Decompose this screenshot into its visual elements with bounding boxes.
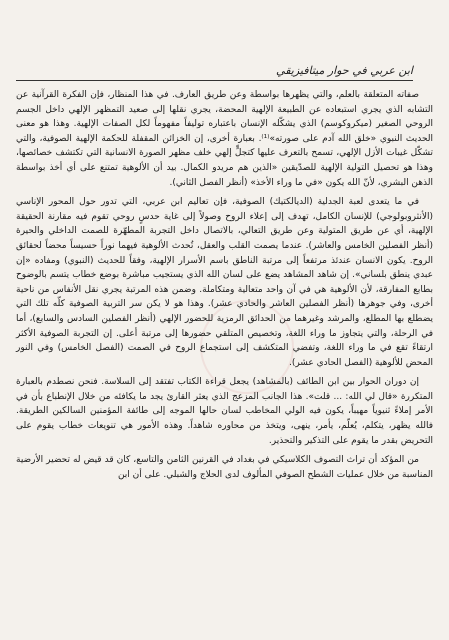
- paragraph: إن دوران الحوار بين ابن الطائف (بالمشاهد) يجعل قراءة الكتاب تفتقد إلى السلاسة. فنحن نصطدم بالعبارة المتكررة «قال لي الله: ... قلت». هذا الجانب المزعج الذي يعثر القارئ يجد ما يكافئه من خلال الإنطباع بأن في الأمر إملاءً ثنيوياً مهيباً، يكون فيه الولي المخاطب لسان حالها الموجه إلى طائفة المؤمنين السالكين الطريقة. فالله يظهر، يتكلم، يُعلّم، يأمر، ينهى، ويتخذ من محاوره شاهداً. وهذه الأمور هي تنويعات خطاب يقوم على التحريض بقدر ما يقوم على التذكير والتحذير.: [16, 377, 433, 446]
- paragraph: صفاته المتعلقة بالعلم، والتي يظهرها بواسطة وعن طريق العارف. في هذا المنظار، فإن الفكرة القرآنية عن التشابه الذي يجري استبعاده عن الطبيعة الإلهية المحضة، يجري نقلها إلى صعيد التمظهر الإلهي داخل الجسم الروحي الصغير (ميكروكوسم) الذي يشكّله الإنسان باعتباره توليفاً مفهوماً لكل الصفات الإلهية. وهذا هو معنى الحديث النبوي «خلق الله آدم على صورته»⁽¹⁾. بعبارة أخرى، إن الخزائن المقفلة للحكمة الإلهية الصوفية، والتي تشكّل غيبات الأزل الإلهي، تسمح بالتعرف عليها كتجلٍّ إلهي خلف مظهر الصورة الانسانية التي تكتشف خصائصها، وهذا هو تحصيل التولية الإلهية للصدّيقين «الذين هم مريدو الكمال. بيد أن الألوهية تمتنع على أي أخذ بواسطة الذهن البشري، لأنّ الله يكون «في ما وراء الأخذ» (أنظر الفصل الثاني).: [16, 90, 433, 188]
- running-title: ابن عربي في حوار ميتافيزيقي: [276, 64, 413, 77]
- paragraph: في ما يتعدى لعبة الجدلية (الديالكتيك) الصوفية، فإن تعاليم ابن عربي، التي تدور حول المحور الإناسي (الأنثروبولوجي) للإنسان الكامل، تهدف إلى إعلاء الروح وصولاً إلى غاية حدسٍ روحي تقوم فيه مقارنة الحقيقة الإلهية، أي عن طريق المتولية وعن طريق التعالي، بالاتصال داخل التجربة المطهّرة للصمت الداخلي والحيرة (أنظر الفصلين الخامس والعاشر). عندما يصمت القلب والعقل، تُحدث الألوهية فيهما نوراً حسيساً محضاً لحقائق الروح. يكون الانسان عندئذ مرتفعاً إلى مرتبة الناطق باسم الأسرار الإلهية، وفقاً للحديث (النبوي) ومفاده «إن عبدي ينطق بلساني». إن شاهد المشاهد يضع على لسان الله الذي يستجيب مباشرة بوضع خطاب يتسم بالوضوح بطابع المفارقة، لأن الألوهية هي في آن واحد متعالية ومتكاملة. وضمن هذه المرتبة يجري نقل الأنفاس من ناحية أخرى، وفي جوهرها (أنظر الفصلين العاشر والحادي عشر). وهذا هو لا يكن سر التربية الصوفية كلّه تلك التي يضطلع بها المطلع، والمرشد وغيرهما من الحدائق الرمزية للحضور الإلهي (أنظر الفصلين السادس والسابع)، أما في الرحلة، والتي يتجاوز ما وراء اللغة، وتخصيص المتلقي حضورها إلى مرتبة أعلى. إن التجربة الصوفية الأكثر ارتقاءً تقع في ما وراء اللغة، وتفضي المتكشف إلى استجماع الروح في الصمت (الفصل الخامس) وفي النور المحض للألوهية (الفصل الحادي عشر).: [16, 197, 433, 368]
- body-text: [16, 88, 433, 487]
- paragraph: من المؤكد أن تراث التصوف الكلاسيكي في بغداد في القرنين الثامن والتاسع، كان قد قيض له تحضير الأرضية المناسبة من خلال عمليات الشطح الصوفي المألوف لدى الحلاج والشبلي. على أن ابن: [16, 455, 433, 480]
- running-header: [16, 64, 413, 81]
